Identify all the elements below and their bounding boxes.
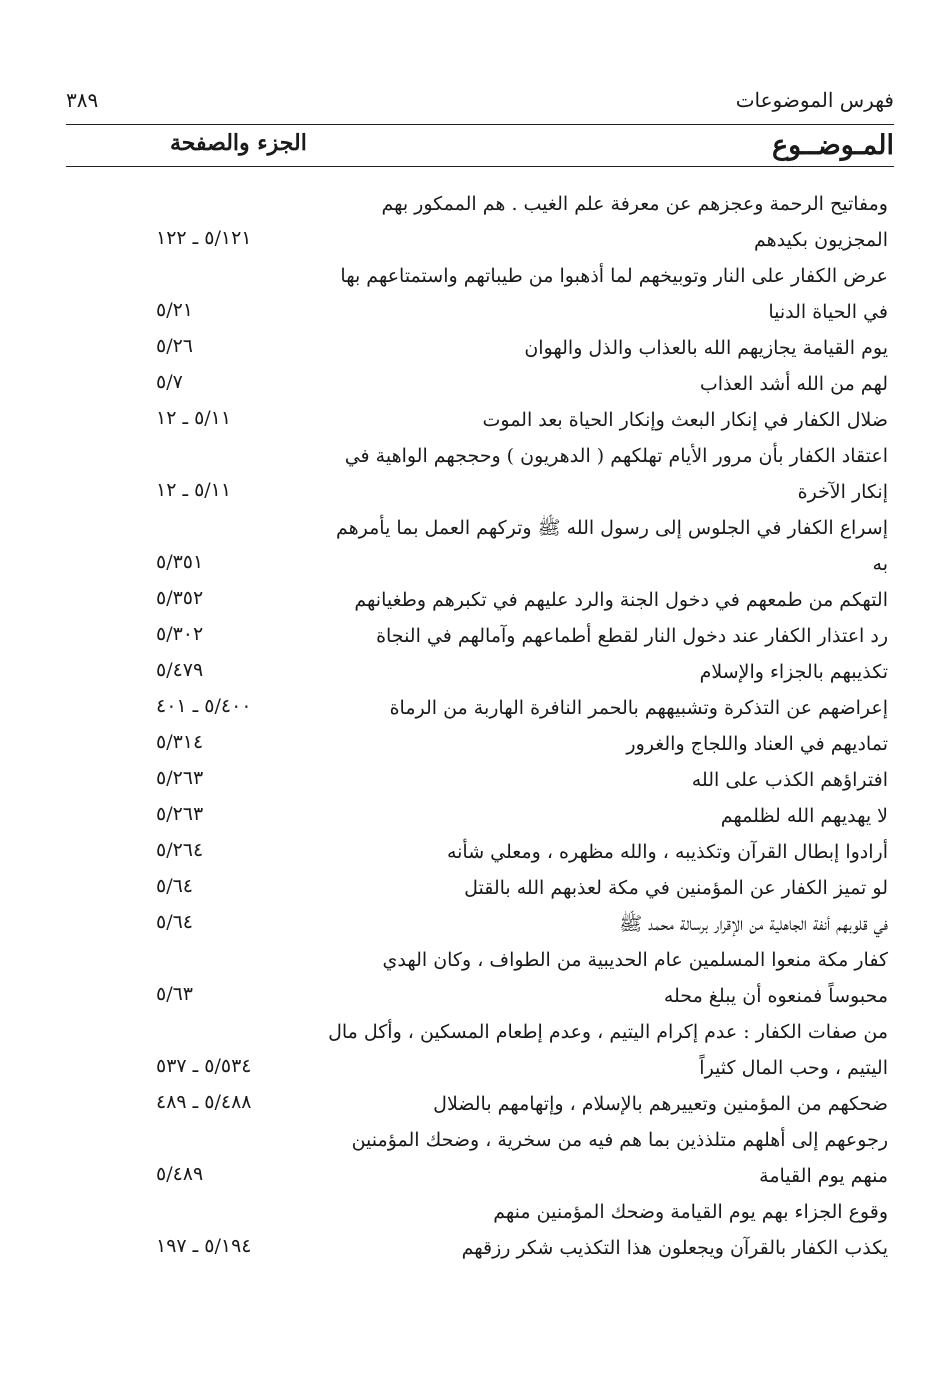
entry-reference: ٥/٥٣٤ ـ ٥٣٧ xyxy=(156,1055,252,1077)
index-entry xyxy=(66,618,894,654)
entry-reference: ٥/٢١ xyxy=(156,299,194,321)
entry-reference: ٥/٢٦٤ xyxy=(156,839,204,861)
column-header-reference: الجزء والصفحة xyxy=(170,130,307,156)
entry-reference: ٥/٧ xyxy=(156,371,183,393)
index-entry xyxy=(66,1122,894,1194)
entry-subject: لا يهديهم الله لظلمهم xyxy=(720,805,888,827)
index-entry xyxy=(66,690,894,726)
entry-subject: كفار مكة منعوا المسلمين عام الحديبية من الطواف ، وكان الهدي محبوساً فمنعوه أن يبلغ محله xyxy=(382,949,888,1007)
entry-reference: ٥/٤٧٩ xyxy=(156,659,204,681)
entry-subject: ومفاتيح الرحمة وعجزهم عن معرفة علم الغيب . هم الممكور بهم المجزيون بكيدهم xyxy=(381,193,888,251)
entry-reference: ٥/٦٤ xyxy=(156,875,194,897)
running-head xyxy=(66,88,894,122)
entry-reference: ٥/٦٣ xyxy=(156,983,194,1005)
entry-subject: رجوعهم إلى أهلهم متلذذين بما هم فيه من سخرية ، وضحك المؤمنين منهم يوم القيامة xyxy=(351,1129,888,1187)
index-entry xyxy=(66,330,894,366)
index-entry xyxy=(66,834,894,870)
index-entry xyxy=(66,1194,894,1230)
entry-reference: ٥/٢٦٣ xyxy=(156,767,204,789)
entry-reference: ٥/٤٨٩ xyxy=(156,1163,204,1185)
entry-reference: ٥/١٢١ ـ ١٢٢ xyxy=(156,227,252,249)
entry-subject: لهم من الله أشد العذاب xyxy=(699,373,888,395)
header-rule xyxy=(66,124,894,125)
entry-subject: ضلال الكفار في إنكار البعث وإنكار الحياة بعد الموت xyxy=(482,409,888,431)
entry-reference: ٥/١١ ـ ١٢ xyxy=(156,479,232,501)
running-title: فهرس الموضوعات xyxy=(735,88,894,112)
index-entry xyxy=(66,1086,894,1122)
entry-subject: عرض الكفار على النار وتوبيخهم لما أذهبوا من طيباتهم واستمتاعهم بها في الحياة الدنيا xyxy=(340,265,888,323)
entry-subject: لو تميز الكفار عن المؤمنين في مكة لعذبهم الله بالقتل xyxy=(464,877,888,899)
entry-subject: ضحكهم من المؤمنين وتعييرهم بالإسلام ، وإتهامهم بالضلال xyxy=(433,1093,888,1115)
index-entries xyxy=(66,186,894,1266)
index-entry xyxy=(66,402,894,438)
index-entry xyxy=(66,906,894,942)
entry-subject: افتراؤهم الكذب على الله xyxy=(691,769,888,791)
entry-subject: تماديهم في العناد واللجاج والغرور xyxy=(626,733,888,755)
entry-subject: اعتقاد الكفار بأن مرور الأيام تهلكهم ( الدهريون ) وحججهم الواهية في إنكار الآخرة xyxy=(344,445,888,503)
entry-reference: ٥/٢٦ xyxy=(156,335,194,357)
index-entry xyxy=(66,510,894,582)
column-header-rule xyxy=(66,166,894,167)
index-entry xyxy=(66,942,894,1014)
index-entry xyxy=(66,186,894,258)
entry-subject: إعراضهم عن التذكرة وتشبيههم بالحمر النافرة الهاربة من الرماة xyxy=(389,697,888,719)
entry-subject: تكذيبهم بالجزاء والإسلام xyxy=(699,661,888,683)
entry-subject: يكذب الكفار بالقرآن ويجعلون هذا التكذيب شكر رزقهم xyxy=(461,1237,888,1259)
entry-subject: إسراع الكفار في الجلوس إلى رسول الله ﷺ وتركهم العمل بما يأمرهم به xyxy=(335,517,888,575)
entry-reference: ٥/٤٠٠ ـ ٤٠١ xyxy=(156,695,252,717)
index-entry xyxy=(66,582,894,618)
index-entry xyxy=(66,798,894,834)
page-number: ٣٨٩ xyxy=(66,88,99,112)
entry-reference: ٥/٣٠٢ xyxy=(156,623,204,645)
entry-subject: التهكم من طمعهم في دخول الجنة والرد عليهم في تكبرهم وطغيانهم xyxy=(354,589,888,611)
index-entry xyxy=(66,726,894,762)
entry-subject: وقوع الجزاء بهم يوم القيامة وضحك المؤمنين منهم xyxy=(493,1201,888,1223)
entry-reference: ٥/٣٥٢ xyxy=(156,587,204,609)
index-entry xyxy=(66,654,894,690)
index-entry xyxy=(66,870,894,906)
column-header-subject: المـوضــوع xyxy=(771,130,894,161)
entry-reference: ٥/٢٦٣ xyxy=(156,803,204,825)
entry-subject: أرادوا إبطال القرآن وتكذيبه ، والله مظهره ، ومعلي شأنه xyxy=(446,841,888,863)
index-entry xyxy=(66,366,894,402)
entry-subject: يوم القيامة يجازيهم الله بالعذاب والذل والهوان xyxy=(524,337,888,359)
index-entry xyxy=(66,1014,894,1086)
entry-reference: ٥/٤٨٨ ـ ٤٨٩ xyxy=(156,1091,252,1113)
index-entry xyxy=(66,438,894,510)
entry-reference: ٥/٣٥١ xyxy=(156,551,204,573)
entry-subject: رد اعتذار الكفار عند دخول النار لقطع أطماعهم وآمالهم في النجاة xyxy=(376,625,888,647)
entry-reference: ٥/٣١٤ xyxy=(156,731,204,753)
index-entry xyxy=(66,762,894,798)
entry-reference: ٥/١١ ـ ١٢ xyxy=(156,407,232,429)
index-entry xyxy=(66,258,894,330)
entry-reference: ٥/١٩٤ ـ ١٩٧ xyxy=(156,1235,252,1257)
index-entry xyxy=(66,1230,894,1266)
entry-subject: من صفات الكفار : عدم إكرام اليتيم ، وعدم إطعام المسكين ، وأكل مال اليتيم ، وحب المال كثيراً xyxy=(328,1021,888,1079)
entry-reference: ٥/٦٤ xyxy=(156,911,194,933)
entry-subject: في قلوبهم أنفة الجاهلية من الإقرار برسالة محمد ﷺ xyxy=(619,913,888,935)
